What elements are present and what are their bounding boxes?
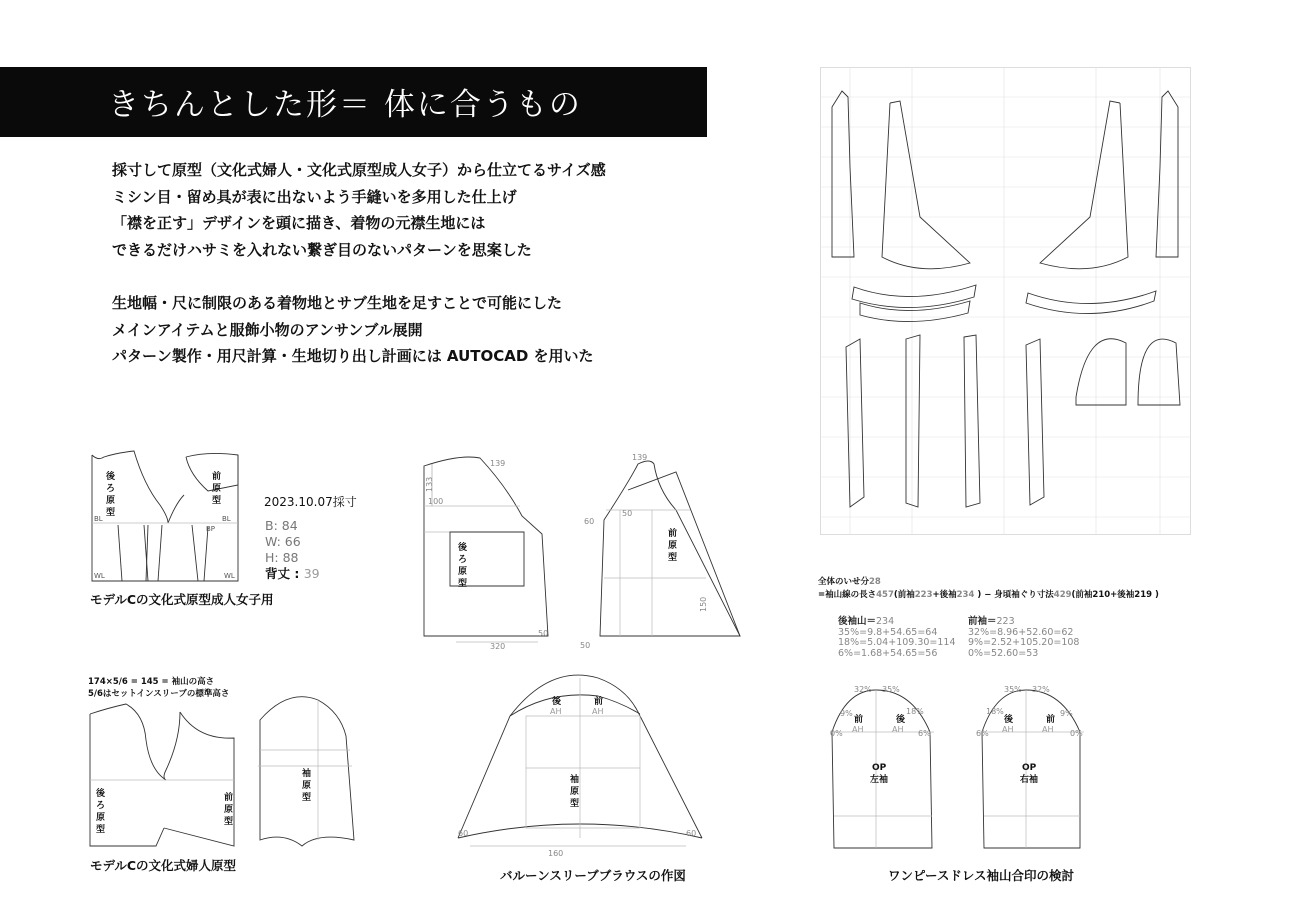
pct-label: 32% [1032, 685, 1050, 694]
dim-50: 50 [580, 641, 591, 650]
label-kata: 型 [106, 508, 116, 518]
wl-label: WL [224, 572, 235, 580]
pct-label: 9% [840, 709, 853, 718]
dim-139: 139 [490, 459, 506, 468]
ah-label: AH [1042, 725, 1054, 734]
bl-label: BL [222, 515, 231, 523]
label-sode: 袖 [302, 769, 312, 779]
pct-label: 9% [1060, 709, 1073, 718]
label-gen: 原 [302, 781, 312, 791]
label-front: 前 [212, 472, 222, 482]
pct-label: 6% [976, 729, 989, 738]
pct-label: 32% [854, 685, 872, 694]
label-gen: 原 [212, 484, 222, 494]
op-left-sleeve [826, 684, 946, 854]
label-front: 前 [854, 715, 864, 725]
dim-50: 50 [622, 509, 633, 518]
calc-row: 6%=1.68+54.65=56 [838, 647, 938, 659]
measure-w: W: 66 [265, 534, 301, 549]
calc-row: 9%=2.52+105.20=108 [968, 637, 1080, 648]
dim-50: 50 [538, 629, 549, 638]
ah-label: AH [852, 725, 864, 734]
ease-num: 429 [1053, 590, 1072, 600]
ah-label: AH [550, 707, 562, 716]
balloon-sleeve-draft [450, 668, 710, 860]
ease-num: 457 [876, 590, 894, 600]
op-right-sleeve [976, 684, 1096, 854]
label-ro: ろ [106, 484, 116, 494]
op-label: OP [1022, 763, 1037, 773]
dim-100: 100 [428, 497, 444, 506]
ease-text: ) − 身頃袖ぐり寸法 [974, 590, 1054, 600]
label-front: 前 [224, 793, 234, 803]
label-kata: 型 [212, 496, 222, 506]
calc-row: 18%=5.04+109.30=114 [838, 637, 956, 648]
ease-label: 全体のいせ分 [818, 577, 870, 587]
intro-line: できるだけハサミを入れない繋ぎ目のないパターンを思案した [112, 240, 532, 259]
intro-text [112, 157, 606, 370]
ease-line-1 [818, 577, 881, 588]
label-back: 後 [458, 543, 468, 553]
dim-60: 60 [584, 517, 595, 526]
pct-label: 35% [882, 685, 900, 694]
pct-label: 35% [1004, 685, 1022, 694]
label-front: 前 [668, 529, 678, 539]
label-back: 後 [106, 472, 116, 482]
intro-line: 生地幅・尺に制限のある着物地とサブ生地を足すことで可能にした [112, 294, 563, 312]
ease-num: 223 [914, 590, 933, 600]
pct-label: 6% [918, 729, 931, 738]
label-gen: 原 [570, 787, 580, 797]
ease-text: (前袖 [893, 590, 915, 600]
pct-label: 0% [830, 729, 843, 738]
label-kata: 型 [224, 817, 234, 827]
girl-block-caption: モデルCの文化式原型成人女子用 [90, 592, 274, 607]
pct-label: 0% [1070, 729, 1083, 738]
bl-label: BL [94, 515, 103, 523]
label-gen: 原 [96, 813, 106, 823]
label-gen: 原 [106, 496, 116, 506]
ease-text: (前袖210+後袖219 ) [1071, 590, 1159, 600]
label-back: 後 [96, 789, 106, 799]
back-sleeve-head: 後袖山＝ [838, 616, 877, 627]
onepiece-caption: ワンピースドレス袖山合印の検討 [888, 868, 1075, 883]
pct-label: 18% [906, 707, 924, 716]
pct-label: 18% [986, 707, 1004, 716]
label-kata: 型 [96, 825, 106, 835]
measure-date: 2023.10.07採寸 [264, 495, 357, 509]
label-back: 後 [552, 697, 562, 707]
front-sleeve-head: 前袖＝ [968, 616, 997, 627]
intro-line: 採寸して原型（文化式婦人・文化式原型成人女子）から仕立てるサイズ感 [112, 161, 606, 179]
dim-60: 60 [686, 829, 697, 838]
balloon-caption: バルーンスリーブブラウスの作図 [500, 868, 686, 883]
label-back: 後 [896, 715, 906, 725]
wl-label: WL [94, 572, 105, 580]
intro-line: ミシン目・留め具が表に出ないよう手縫いを多用した仕上げ [112, 187, 517, 206]
dim-160: 160 [548, 849, 564, 858]
measure-b: B: 84 [265, 518, 298, 533]
bp-label: BP [206, 525, 216, 533]
label-ro: ろ [96, 801, 106, 811]
calc-row: 32%=8.96+52.60=62 [968, 626, 1074, 638]
intro-line: パターン製作・用尺計算・生地切り出し計画には AUTOCAD を用いた [112, 347, 594, 365]
ah-label: AH [592, 707, 604, 716]
cutting-layout [820, 67, 1191, 535]
right-sleeve-label: 右袖 [1020, 775, 1039, 785]
woman-block-diagram [88, 700, 368, 850]
dim-320: 320 [490, 642, 506, 651]
sleeve-note-1: 174×5/6 = 145 = 袖山の高さ [88, 677, 215, 687]
label-back: 後 [1004, 715, 1014, 725]
label-gen: 原 [668, 541, 678, 551]
intro-line: メインアイテムと服飾小物のアンサンブル展開 [112, 320, 423, 339]
blouse-front-draft [580, 450, 750, 650]
girl-block-diagram [88, 445, 248, 585]
label-kata: 型 [570, 799, 580, 809]
dim-133: 133 [425, 476, 434, 492]
ease-text: =袖山線の長さ [818, 590, 877, 600]
calc-row: 0%=52.60=53 [968, 647, 1039, 659]
back-length-label: 背丈 : [265, 566, 304, 581]
label-ro: ろ [458, 555, 468, 565]
label-gen: 原 [458, 567, 468, 577]
label-kata: 型 [458, 579, 468, 589]
dim-60: 60 [458, 829, 469, 838]
ah-label: AH [892, 725, 904, 734]
label-kata: 型 [302, 793, 312, 803]
label-front: 前 [594, 697, 604, 707]
woman-block-caption: モデルCの文化式婦人原型 [90, 858, 237, 873]
measure-h: H: 88 [265, 550, 299, 565]
op-label: OP [872, 763, 887, 773]
ease-num: 234 [956, 590, 975, 600]
dim-139: 139 [632, 453, 648, 462]
label-gen: 原 [224, 805, 234, 815]
left-sleeve-label: 左袖 [870, 775, 889, 785]
ah-label: AH [1002, 725, 1014, 734]
front-sleeve-value: 223 [996, 616, 1015, 627]
measure-back-length [265, 566, 320, 582]
label-kata: 型 [668, 553, 678, 563]
intro-line: 「襟を正す」デザインを頭に描き、着物の元襟生地には [112, 214, 486, 232]
back-length-value: 39 [303, 566, 320, 581]
label-sode: 袖 [570, 775, 580, 785]
blouse-back-draft [420, 450, 560, 650]
ease-text: +後袖 [932, 590, 957, 600]
calc-row: 35%=9.8+54.65=64 [838, 626, 938, 638]
ease-line-2 [818, 590, 1159, 601]
label-front: 前 [1046, 715, 1056, 725]
back-sleeve-value: 234 [876, 616, 895, 627]
page-title: きちんとした形＝ 体に合うもの [108, 87, 582, 123]
front-sleeve-calc [968, 617, 1079, 659]
ease-value: 28 [869, 577, 881, 587]
dim-150: 150 [699, 596, 708, 612]
title-bar [0, 67, 707, 137]
back-sleeve-calc [838, 617, 956, 659]
sleeve-note-2: 5/6はセットインスリーブの標準高さ [88, 689, 230, 699]
